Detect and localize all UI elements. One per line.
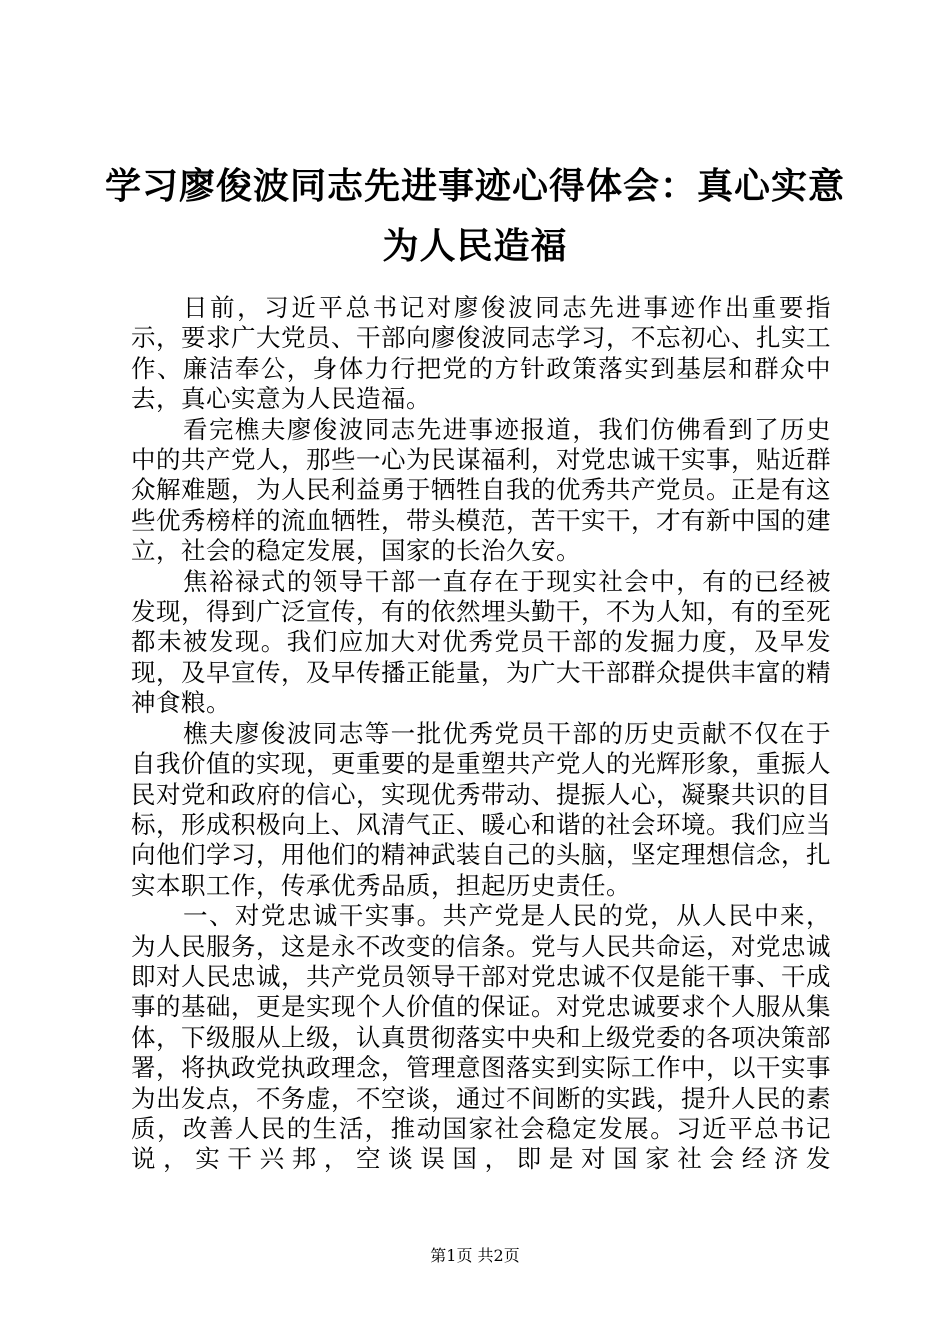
document-body: [131, 293, 831, 1175]
document-title-line-1: 学习廖俊波同志先进事迹心得体会：真心实意: [104, 166, 845, 207]
paragraph-3: 焦裕禄式的领导干部一直存在于现实社会中，有的已经被发现，得到广泛宣传，有的依然埋头勤干，不为人知，有的至死都未被发现。我们应加大对优秀党员干部的发掘力度，及早发现，及早宣传，及早传播正能量，为广大干部群众提供丰富的精神食粮。: [131, 566, 831, 718]
paragraph-1: 日前，习近平总书记对廖俊波同志先进事迹作出重要指示，要求广大党员、干部向廖俊波同志学习，不忘初心、扎实工作、廉洁奉公，身体力行把党的方针政策落实到基层和群众中去，真心实意为人民造福。: [131, 293, 831, 414]
paragraph-4: 樵夫廖俊波同志等一批优秀党员干部的历史贡献不仅在于自我价值的实现，更重要的是重塑共产党人的光辉形象，重振人民对党和政府的信心，实现优秀带动、提振人心，凝聚共识的目标，形成积极向上、风清气正、暖心和谐的社会环境。我们应当向他们学习，用他们的精神武装自己的头脑，坚定理想信念，扎实本职工作，传承优秀品质，担起历史责任。: [131, 718, 831, 900]
paragraph-2: 看完樵夫廖俊波同志先进事迹报道，我们仿佛看到了历史中的共产党人，那些一心为民谋福利，对党忠诚干实事，贴近群众解难题，为人民利益勇于牺牲自我的优秀共产党员。正是有这些优秀榜样的流血牺牲，带头模范，苦干实干，才有新中国的建立，社会的稳定发展，国家的长治久安。: [131, 414, 831, 566]
paragraph-5: 一、对党忠诚干实事。共产党是人民的党，从人民中来，为人民服务，这是永不改变的信条。党与人民共命运，对党忠诚即对人民忠诚，共产党员领导干部对党忠诚不仅是能干事、干成事的基础，更是实现个人价值的保证。对党忠诚要求个人服从集体，下级服从上级，认真贯彻落实中央和上级党委的各项决策部署，将执政党执政理念，管理意图落实到实际工作中，以干实事为出发点，不务虚，不空谈，通过不间断的实践，提升人民的素质，改善人民的生活，推动国家社会稳定发展。习近平总书记说，实干兴邦，空谈误国，即是对国家社会经济发: [131, 901, 831, 1174]
document-title-line-2: 为人民造福: [382, 226, 568, 267]
page-footer: 第1页 共2页: [430, 1246, 520, 1265]
